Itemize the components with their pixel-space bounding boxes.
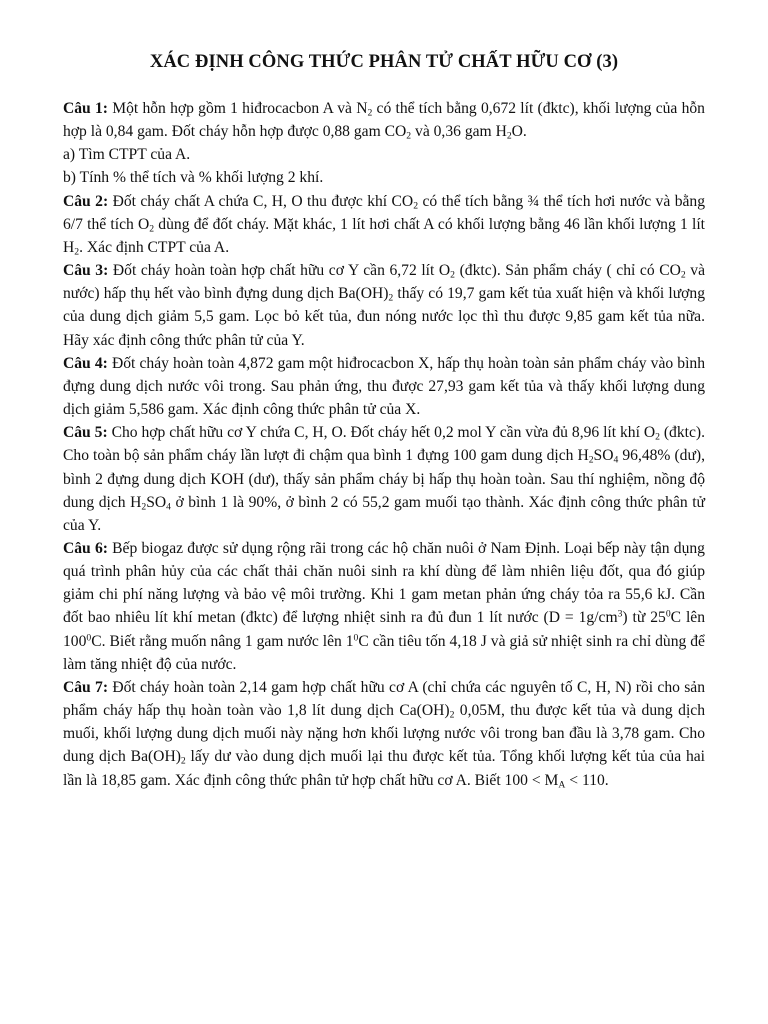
- question-label: Câu 6:: [63, 539, 108, 557]
- question-body: Đốt cháy hoàn toàn 2,14 gam hợp chất hữu cơ A (chỉ chứa các nguyên tố C, H, N) rồi cho sản phẩm cháy hấp thụ hoàn toàn vào 1,8 lít dung dịch $Ca(OH)_2$ 0,05M, thu được kết tủa và dung dịch muối, khối lượng dung dịch muối này nặng hơn khối lượng nước vôi trong ban đầu là 3,78 gam. Cho dung dịch $Ba(OH)_2$ lấy dư vào dung dịch muối lại thu được kết tủa. Tổng khối lượng kết tủa của hai lần là 18,85 gam. Xác định công thức phân tử hợp chất hữu cơ A. Biết $100 < M_A < 110$.: [63, 678, 706, 790]
- question-label: Câu 7:: [63, 678, 109, 696]
- document-content: [63, 97, 705, 792]
- question-body: Đốt cháy chất A chứa C, H, O thu được khí $CO_2$ có thể tích bằng ¾ thể tích hơi nước và bằng 6/7 thể tích $O_2$ dùng để đốt cháy. Mặt khác, 1 lít hơi chất A có khối lượng bằng 46 lần khối lượng 1 lít $H_2$. Xác định CTPT của A.: [63, 192, 705, 258]
- question-1: [63, 97, 705, 143]
- question-4: [63, 352, 705, 421]
- question-body: Đốt cháy hoàn toàn hợp chất hữu cơ Y cần 6,72 lít $O_2$ (đktc). Sản phẩm cháy ( chỉ có $CO_2$ và nước) hấp thụ hết vào bình đựng dung dịch $Ba(OH)_2$ thấy có 19,7 gam kết tủa xuất hiện và khối lượng của dung dịch giảm 5,5 gam. Lọc bỏ kết tủa, đun nóng nước lọc thì thu được 9,85 gam kết tủa nữa. Hãy xác định công thức phân tử của Y.: [63, 262, 706, 349]
- document-page: [63, 52, 705, 792]
- question-body: Một hỗn hợp gồm 1 hiđrocacbon A và $N_2$ có thể tích bằng 0,672 lít (đktc), khối lượng của hỗn hợp là 0,84 gam. Đốt cháy hỗn hợp được 0,88 gam $CO_2$ và 0,36 gam $H_2O$.: [63, 100, 705, 142]
- question-body: Đốt cháy hoàn toàn 4,872 gam một hiđrocacbon X, hấp thụ hoàn toàn sản phẩm cháy vào bình đựng dung dịch nước vôi trong. Sau phản ứng, thu được 27,93 gam kết tủa và thấy khối lượng dung dịch giảm 5,586 gam. Xác định công thức phân tử của X.: [63, 354, 706, 419]
- question-7: [63, 676, 705, 792]
- question-label: Câu 3:: [63, 262, 109, 280]
- question-label: Câu 1:: [63, 100, 108, 117]
- question-1-part-b: b) Tính % thể tích và % khối lượng 2 khí.: [63, 169, 324, 187]
- question-body: Bếp biogaz được sử dụng rộng rãi trong các hộ chăn nuôi ở Nam Định. Loại bếp này tận dụng quá trình phân hủy của các chất thải chăn nuôi sinh ra khí dùng để làm nhiên liệu đốt, qua đó giúp giảm chi phí năng lượng và bảo vệ môi trường. Khi 1 gam metan phản ứng cháy tỏa ra 55,6 kJ. Cần đốt bao nhiêu lít khí metan (đktc) để lượng nhiệt sinh ra đủ đun 1 lít nước $(D = 1g/cm^3)$ từ $25^0C$ lên $100^0C$. Biết rằng muốn nâng 1 gam nước lên $1^0C$ cần tiêu tốn 4,18 J và giả sử nhiệt sinh ra chỉ dùng để làm tăng nhiệt độ của nước.: [63, 539, 705, 673]
- question-label: Câu 4:: [63, 354, 108, 372]
- question-body: Cho hợp chất hữu cơ Y chứa C, H, O. Đốt cháy hết 0,2 mol Y cần vừa đủ 8,96 lít khí $O_2$ (đktc). Cho toàn bộ sản phẩm cháy lần lượt đi chậm qua bình 1 đựng 100 gam dung dịch $H_2SO_4$ 96,48% (dư), bình 2 đựng dung dịch KOH (dư), thấy sản phẩm cháy bị hấp thụ hoàn toàn. Sau thí nghiệm, nồng độ dung dịch $H_2SO_4$ ở bình 1 là 90%, ở bình 2 có 55,2 gam muối tạo thành. Xác định công thức phân tử của Y.: [63, 424, 706, 534]
- document-title: XÁC ĐỊNH CÔNG THỨC PHÂN TỬ CHẤT HỮU CƠ (3): [149, 52, 619, 72]
- question-label: Câu 5:: [63, 424, 108, 442]
- question-label: Câu 2:: [63, 192, 109, 210]
- question-5: [63, 421, 705, 537]
- question-3: [63, 259, 705, 352]
- question-1-part-a: a) Tìm CTPT của A.: [63, 146, 191, 164]
- question-2: [63, 190, 705, 259]
- question-6: [63, 537, 705, 676]
